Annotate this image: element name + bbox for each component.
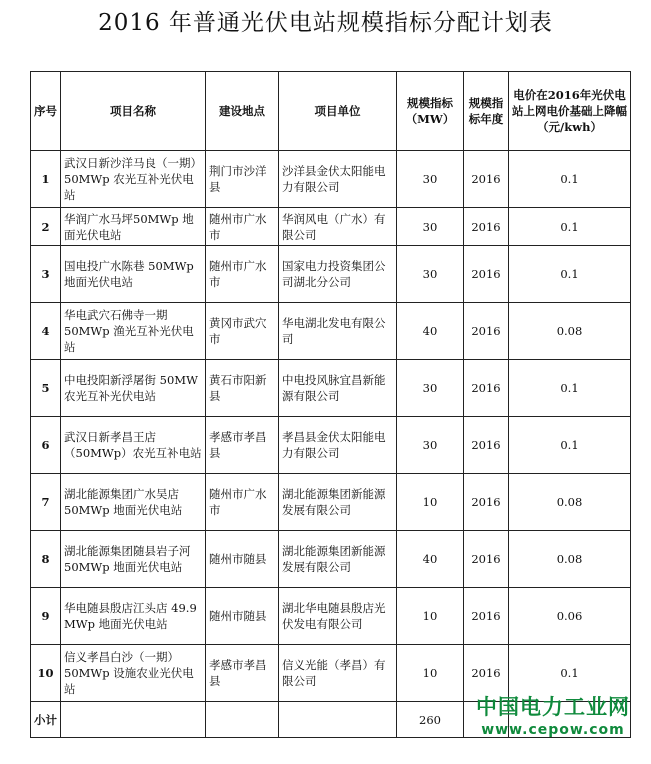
cell-index: 1: [31, 151, 61, 208]
cell-location: 荆门市沙洋县: [206, 151, 279, 208]
cell-year: 2016: [464, 151, 509, 208]
header-year: 规模指标年度: [464, 72, 509, 151]
cell-index: 5: [31, 360, 61, 417]
cell-unit: 湖北华电随县殷店光伏发电有限公司: [279, 588, 397, 645]
cell-capacity: 30: [397, 360, 464, 417]
cell-price-reduction: 0.1: [509, 360, 631, 417]
watermark-url: www.cepow.com: [481, 722, 625, 738]
cell-location: 随州市随县: [206, 588, 279, 645]
table-row: [31, 474, 631, 531]
cell-unit: 沙洋县金伏太阳能电力有限公司: [279, 151, 397, 208]
cell-location: 随州市广水市: [206, 208, 279, 246]
cell-capacity: 10: [397, 474, 464, 531]
header-project-name: 项目名称: [61, 72, 206, 151]
cell-unit: 国家电力投资集团公司湖北分公司: [279, 246, 397, 303]
header-capacity: 规模指标（MW）: [397, 72, 464, 151]
table-header-row: [31, 72, 631, 151]
cell-project-name: 中电投阳新浮屠街 50MW 农光互补光伏电站: [61, 360, 206, 417]
cell-price-reduction: 0.1: [509, 246, 631, 303]
cell-year: 2016: [464, 303, 509, 360]
table-row: [31, 303, 631, 360]
header-price-reduction: 电价在2016年光伏电站上网电价基础上降幅（元/kwh）: [509, 72, 631, 151]
table-row: [31, 417, 631, 474]
allocation-table: [30, 71, 631, 738]
cell-project-name: 华润广水马坪50MWp 地面光伏电站: [61, 208, 206, 246]
cell-location: 随州市广水市: [206, 474, 279, 531]
cell-price-reduction: 0.1: [509, 208, 631, 246]
cell-index: 6: [31, 417, 61, 474]
total-empty-cell: [279, 702, 397, 738]
cell-project-name: 湖北能源集团广水吴店 50MWp 地面光伏电站: [61, 474, 206, 531]
cell-index: 4: [31, 303, 61, 360]
cell-year: 2016: [464, 417, 509, 474]
watermark-logo: [458, 694, 648, 740]
total-empty-cell: [61, 702, 206, 738]
cell-index: 3: [31, 246, 61, 303]
cell-project-name: 华电武穴石佛寺一期 50MWp 渔光互补光伏电站: [61, 303, 206, 360]
cell-year: 2016: [464, 246, 509, 303]
table-row: [31, 645, 631, 702]
header-unit: 项目单位: [279, 72, 397, 151]
cell-project-name: 武汉日新孝昌王店（50MWp）农光互补电站: [61, 417, 206, 474]
table-row: [31, 208, 631, 246]
cell-unit: 华润风电（广水）有限公司: [279, 208, 397, 246]
cell-capacity: 10: [397, 588, 464, 645]
cell-location: 黄石市阳新县: [206, 360, 279, 417]
cell-unit: 孝昌县金伏太阳能电力有限公司: [279, 417, 397, 474]
cell-index: 9: [31, 588, 61, 645]
cell-unit: 华电湖北发电有限公司: [279, 303, 397, 360]
cell-year: 2016: [464, 531, 509, 588]
cell-capacity: 40: [397, 303, 464, 360]
cell-unit: 湖北能源集团新能源发展有限公司: [279, 531, 397, 588]
cell-unit: 湖北能源集团新能源发展有限公司: [279, 474, 397, 531]
cell-location: 黄冈市武穴市: [206, 303, 279, 360]
cell-price-reduction: 0.08: [509, 303, 631, 360]
cell-year: 2016: [464, 474, 509, 531]
total-empty-cell: [206, 702, 279, 738]
cell-index: 7: [31, 474, 61, 531]
cell-capacity: 30: [397, 246, 464, 303]
cell-price-reduction: 0.08: [509, 474, 631, 531]
cell-price-reduction: 0.1: [509, 645, 631, 702]
cell-project-name: 湖北能源集团随县岩子河50MWp 地面光伏电站: [61, 531, 206, 588]
cell-capacity: 10: [397, 645, 464, 702]
cell-price-reduction: 0.06: [509, 588, 631, 645]
table-row: [31, 151, 631, 208]
cell-year: 2016: [464, 588, 509, 645]
cell-project-name: 武汉日新沙洋马良（一期）50MWp 农光互补光伏电站: [61, 151, 206, 208]
cell-project-name: 信义孝昌白沙（一期）50MWp 设施农业光伏电站: [61, 645, 206, 702]
cell-location: 随州市广水市: [206, 246, 279, 303]
cell-location: 孝感市孝昌县: [206, 417, 279, 474]
cell-capacity: 30: [397, 151, 464, 208]
cell-year: 2016: [464, 360, 509, 417]
cell-index: 8: [31, 531, 61, 588]
total-capacity: 260: [397, 702, 464, 738]
page-title: 2016 年普通光伏电站规模指标分配计划表: [98, 10, 553, 36]
cell-location: 孝感市孝昌县: [206, 645, 279, 702]
cell-index: 10: [31, 645, 61, 702]
cell-location: 随州市随县: [206, 531, 279, 588]
watermark-name: 中国电力工业网: [476, 695, 630, 719]
cell-capacity: 30: [397, 208, 464, 246]
cell-price-reduction: 0.1: [509, 417, 631, 474]
cell-price-reduction: 0.1: [509, 151, 631, 208]
cell-year: 2016: [464, 208, 509, 246]
table-row: [31, 531, 631, 588]
cell-index: 2: [31, 208, 61, 246]
cell-year: 2016: [464, 645, 509, 702]
table-row: [31, 246, 631, 303]
table-row: [31, 360, 631, 417]
cell-capacity: 30: [397, 417, 464, 474]
cell-unit: 信义光能（孝昌）有限公司: [279, 645, 397, 702]
cell-unit: 中电投风脉宜昌新能源有限公司: [279, 360, 397, 417]
cell-price-reduction: 0.08: [509, 531, 631, 588]
header-index: 序号: [31, 72, 61, 151]
table-row: [31, 588, 631, 645]
total-label: 小计: [31, 702, 61, 738]
cell-project-name: 国电投广水陈巷 50MWp 地面光伏电站: [61, 246, 206, 303]
cell-capacity: 40: [397, 531, 464, 588]
cell-project-name: 华电随县殷店江头店 49.9 MWp 地面光伏电站: [61, 588, 206, 645]
header-location: 建设地点: [206, 72, 279, 151]
